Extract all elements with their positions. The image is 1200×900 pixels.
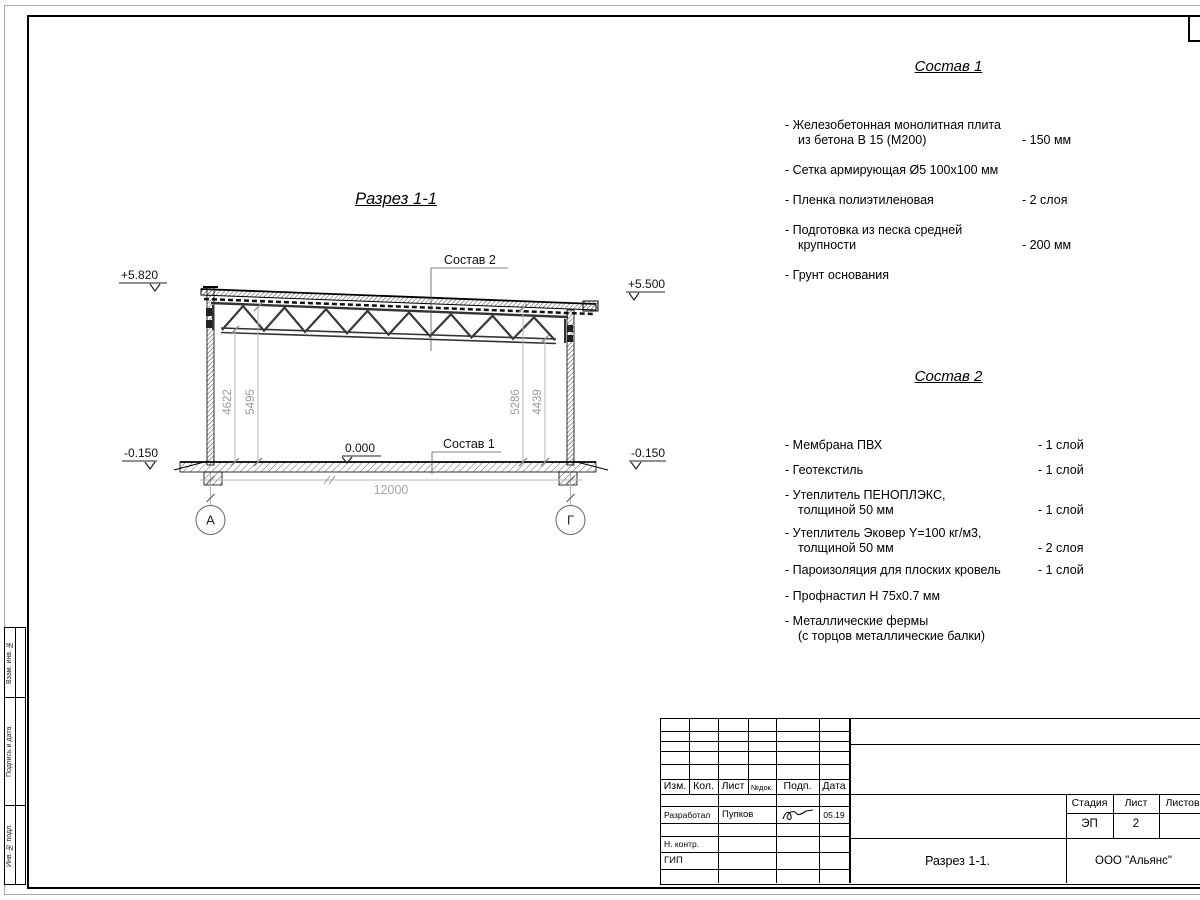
corner-stamp-box bbox=[1188, 15, 1200, 42]
item-text: толщиной 50 мм bbox=[798, 541, 894, 555]
elev-floor: 0.000 bbox=[345, 441, 376, 455]
company-name: ООО "Альянс" bbox=[1095, 855, 1172, 867]
item-text: - Сетка армирующая Ø5 100х100 мм bbox=[785, 163, 999, 177]
item-text: - Подготовка из песка средней bbox=[785, 223, 963, 237]
side-stamp-vzam bbox=[4, 627, 26, 698]
dim-left-outer: 5495 bbox=[245, 389, 257, 415]
list-item bbox=[785, 463, 1085, 478]
side-stamp-text: Инв. № подл. bbox=[6, 823, 13, 867]
dim-right-inner: 5286 bbox=[510, 389, 522, 415]
list-item bbox=[785, 563, 1085, 578]
elev-arrow-icon bbox=[150, 284, 160, 291]
list-item bbox=[785, 118, 1085, 148]
item-text: толщиной 50 мм bbox=[798, 503, 894, 517]
truss-bearing-plate bbox=[206, 320, 212, 328]
listov-label: Листов bbox=[1165, 797, 1200, 809]
item-text: из бетона В 15 (М200) bbox=[798, 133, 927, 147]
axis-label-a: А bbox=[206, 512, 215, 528]
roof-edge-beam bbox=[583, 301, 598, 311]
list-item bbox=[785, 223, 1085, 253]
stadiya-label: Стадия bbox=[1071, 797, 1108, 809]
list-value: 2 bbox=[1132, 818, 1140, 830]
ref-sostav-1: Состав 1 bbox=[443, 437, 495, 451]
side-stamp-text: Взам. инв. № bbox=[6, 641, 13, 684]
item-text: крупности bbox=[798, 238, 857, 252]
n-kontr-label: Н. контр. bbox=[664, 839, 700, 849]
elev-arrow-icon bbox=[629, 293, 639, 300]
item-text: - Грунт основания bbox=[785, 268, 890, 282]
list-label: Лист bbox=[1124, 797, 1148, 809]
list-item bbox=[785, 268, 1085, 283]
dim-ticks bbox=[231, 303, 549, 466]
truss-bearing-plate bbox=[206, 308, 212, 316]
list-item bbox=[785, 526, 1085, 556]
side-stamp-podpis bbox=[4, 697, 26, 806]
list-item bbox=[785, 488, 1085, 518]
item-text: - Металлические фермы bbox=[785, 614, 929, 628]
item-text: - Профнастил Н 75х0.7 мм bbox=[785, 589, 941, 603]
col-kol: Кол. bbox=[693, 780, 714, 792]
item-value: - 1 слой bbox=[1038, 463, 1084, 477]
truss-bearing-plate bbox=[567, 335, 573, 342]
item-text: - Утеплитель ПЕНОПЛЭКС, bbox=[785, 488, 946, 502]
ref-sostav-2: Состав 2 bbox=[444, 253, 496, 267]
doc-title: Разрез 1-1. bbox=[925, 854, 990, 868]
section-title: Разрез 1-1 bbox=[355, 190, 437, 208]
side-stamp-label bbox=[5, 806, 16, 884]
item-value: - 1 слой bbox=[1038, 503, 1084, 517]
dim-span: 12000 bbox=[373, 483, 409, 497]
elev-arrow-icon bbox=[145, 462, 155, 469]
dim-left-inner: 4622 bbox=[222, 389, 234, 415]
sostav2-heading: Состав 2 bbox=[914, 368, 983, 385]
item-value: - 2 слоя bbox=[1038, 541, 1084, 555]
dim-right-outer: 4439 bbox=[532, 389, 544, 415]
elev-left-bot: -0.150 bbox=[124, 446, 159, 460]
col-ndok: №док. bbox=[751, 783, 773, 792]
side-stamp-label bbox=[5, 698, 16, 805]
col-izm: Изм. bbox=[663, 780, 687, 792]
item-value: - 2 слоя bbox=[1022, 193, 1068, 207]
elev-left-top: +5.820 bbox=[121, 268, 159, 282]
col-list: Лист bbox=[721, 780, 745, 792]
list-item bbox=[785, 193, 1085, 208]
item-text: - Железобетонная монолитная плита bbox=[785, 118, 1001, 132]
stadiya-value: ЭП bbox=[1081, 818, 1098, 830]
item-text: - Мембрана ПВХ bbox=[785, 438, 883, 452]
item-value: - 1 слой bbox=[1038, 563, 1084, 577]
item-text: - Геотекстиль bbox=[785, 463, 864, 477]
item-text: - Пленка полиэтиленовая bbox=[785, 193, 934, 207]
floor-slab bbox=[180, 462, 596, 472]
razrabotal-name: Пупков bbox=[722, 809, 754, 820]
sostav1-heading: Состав 1 bbox=[914, 58, 983, 75]
signature bbox=[779, 807, 817, 823]
side-stamp-text: Подпись и дата bbox=[6, 726, 13, 777]
list-item bbox=[785, 438, 1085, 453]
elev-right-top: +5.500 bbox=[628, 277, 666, 291]
gip-label: ГИП bbox=[664, 855, 683, 866]
elev-arrow-icon bbox=[631, 462, 641, 469]
list-item bbox=[785, 614, 1085, 644]
side-stamp-label bbox=[5, 628, 16, 697]
item-text: (с торцов металлические балки) bbox=[798, 629, 986, 643]
col-data: Дата bbox=[822, 780, 846, 792]
list-item bbox=[785, 163, 1085, 178]
item-value: - 1 слой bbox=[1038, 438, 1084, 452]
side-stamp-inv bbox=[4, 805, 26, 885]
item-value: - 150 мм bbox=[1022, 133, 1072, 147]
list-item bbox=[785, 589, 1085, 604]
section-drawing bbox=[100, 180, 700, 545]
item-text: - Пароизоляция для плоских кровель bbox=[785, 563, 1001, 577]
razrabotal-label: Разработал bbox=[664, 810, 711, 820]
item-value: - 200 мм bbox=[1022, 238, 1072, 252]
col-podp: Подп. bbox=[783, 780, 812, 792]
title-block bbox=[660, 718, 1200, 885]
truss-bearing-plate bbox=[567, 325, 573, 332]
wall-right bbox=[567, 310, 574, 465]
elev-right-bot: -0.150 bbox=[631, 446, 666, 460]
axis-label-g: Г bbox=[566, 512, 575, 528]
item-text: - Утеплитель Эковер Y=100 кг/м3, bbox=[785, 526, 982, 540]
razrabotal-date: 05.19 bbox=[823, 810, 845, 820]
